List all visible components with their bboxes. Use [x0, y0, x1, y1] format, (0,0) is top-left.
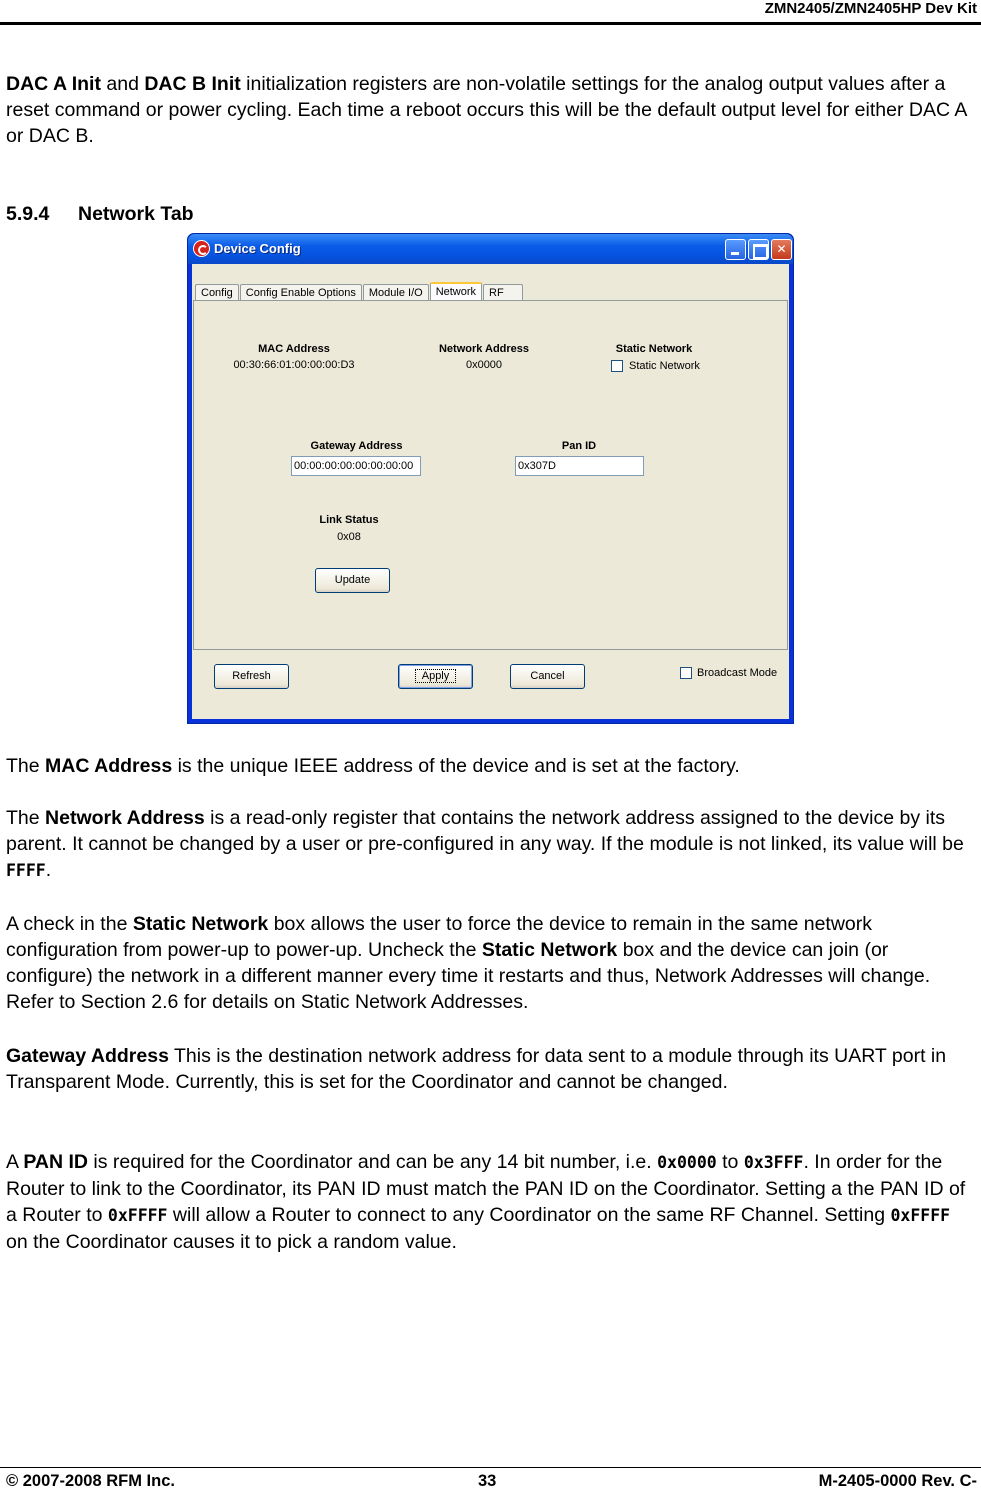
mac-pre: The	[6, 755, 46, 777]
maximize-icon[interactable]	[748, 239, 769, 260]
pan-id-field[interactable]	[515, 456, 644, 476]
pan-code-3: 0xFFFF	[107, 1206, 168, 1225]
network-address-label: Network Address	[438, 343, 530, 355]
network-tab-page	[193, 300, 788, 650]
static-term-1: Static Network	[132, 913, 269, 935]
gateway-term: Gateway Address	[6, 1045, 169, 1067]
header-rule	[0, 22, 981, 25]
tab-rf[interactable]: RF	[483, 284, 523, 301]
footer-page-number: 33	[478, 1472, 497, 1490]
static-pre: A check in the	[6, 913, 133, 935]
refresh-button[interactable]: Refresh	[214, 664, 289, 689]
footer-doc-number: M-2405-0000 Rev. C-	[818, 1472, 977, 1490]
pan-pre: A	[6, 1151, 24, 1173]
mac-address-value: 00:30:66:01:00:00:00:D3	[233, 359, 355, 371]
intro-and: and	[100, 73, 145, 95]
network-address-paragraph	[6, 805, 976, 884]
net-end: .	[45, 859, 52, 881]
section-heading	[6, 203, 194, 226]
apply-button-label: Apply	[416, 670, 456, 682]
pan-id-label: Pan ID	[561, 440, 597, 452]
static-network-label: Static Network	[615, 343, 693, 355]
tab-network[interactable]: Network	[430, 282, 482, 302]
static-network-checkbox-label: Static Network	[629, 360, 700, 372]
pan-id-paragraph	[6, 1149, 976, 1255]
pan-text-4: will allow a Router to connect to any Coordinator on the same RF Channel. Setting	[167, 1204, 891, 1226]
net-code: FFFF	[6, 861, 46, 880]
mac-text: is the unique IEEE address of the device and is set at the factory.	[172, 755, 740, 777]
pan-text-1: is required for the Coordinator and can be any 14 bit number, i.e.	[88, 1151, 658, 1173]
header-title: ZMN2405/ZMN2405HP Dev Kit	[764, 0, 977, 17]
intro-paragraph	[6, 71, 976, 149]
gateway-text: This is the destination network address for data sent to a module through its UART port in Transparent Mode. Currently, this is set for the Coordinator and cannot be changed.	[6, 1045, 947, 1093]
link-status-value: 0x08	[337, 531, 361, 543]
footer-rule	[0, 1467, 981, 1468]
section-title: Network Tab	[78, 203, 194, 225]
link-status-label: Link Status	[319, 514, 379, 526]
window-titlebar[interactable]	[188, 234, 793, 264]
mac-paragraph	[6, 753, 976, 779]
minimize-icon[interactable]	[725, 239, 746, 260]
pan-text-5: on the Coordinator causes it to pick a random value.	[6, 1231, 457, 1253]
update-button[interactable]: Update	[315, 568, 390, 593]
network-address-value: 0x0000	[465, 359, 503, 371]
tab-config-enable-options[interactable]: Config Enable Options	[240, 284, 362, 301]
device-config-window	[187, 233, 794, 724]
tab-config[interactable]: Config	[195, 284, 239, 301]
cancel-button[interactable]: Cancel	[510, 664, 585, 689]
net-term: Network Address	[45, 807, 205, 829]
mac-term: MAC Address	[45, 755, 173, 777]
window-client	[192, 264, 789, 719]
intro-text: initialization registers are non-volatile settings for the analog output values after a reset command or power cycling. Each time a reboot occurs this will be the default output level for either DAC A or DAC B.	[6, 73, 967, 147]
close-icon[interactable]: ✕	[771, 239, 792, 260]
pan-term: PAN ID	[23, 1151, 89, 1173]
pan-code-4: 0xFFFF	[890, 1206, 951, 1225]
mac-address-label: MAC Address	[258, 343, 330, 355]
pan-text-2: to	[716, 1151, 744, 1173]
pan-code-1: 0x0000	[657, 1153, 717, 1172]
dac-a-term: DAC A Init	[6, 73, 101, 95]
gateway-address-label: Gateway Address	[310, 440, 403, 452]
static-network-paragraph	[6, 911, 976, 1015]
net-pre: The	[6, 807, 46, 829]
window-title: Device Config	[214, 241, 301, 256]
tab-module-io[interactable]: Module I/O	[363, 284, 429, 301]
net-text: is a read-only register that contains the network address assigned to the device by its parent. It cannot be changed by a user or pre-configured in any way. If the module is not linked, its value will be	[6, 807, 964, 855]
apply-button[interactable]	[398, 664, 473, 689]
section-number: 5.9.4	[6, 203, 50, 225]
pan-code-2: 0x3FFF	[743, 1153, 804, 1172]
app-icon	[193, 240, 210, 257]
static-text: box and the device can join (or configure) the network in a different manner every time it restarts and thus, Network Addresses will change. Refer to Section 2.6 for details on Static Network Addresses.	[6, 939, 931, 1013]
static-mid: box allows the user to force the device to remain in the same network configuration from power-up to power-up. Uncheck the	[6, 913, 873, 961]
pan-text-3: . In order for the Router to link to the Coordinator, its PAN ID must match the PAN ID on the Coordinator. Setting a the PAN ID of a Router to	[6, 1151, 966, 1226]
broadcast-mode-checkbox[interactable]	[680, 667, 692, 679]
broadcast-mode-label: Broadcast Mode	[697, 667, 778, 679]
static-term-2: Static Network	[481, 939, 618, 961]
gateway-paragraph	[6, 1043, 976, 1095]
footer-copyright: © 2007-2008 RFM Inc.	[6, 1472, 175, 1490]
gateway-address-field[interactable]	[291, 456, 421, 476]
tab-strip	[195, 281, 524, 301]
static-network-checkbox[interactable]	[611, 360, 623, 372]
dac-b-term: DAC B Init	[144, 73, 241, 95]
